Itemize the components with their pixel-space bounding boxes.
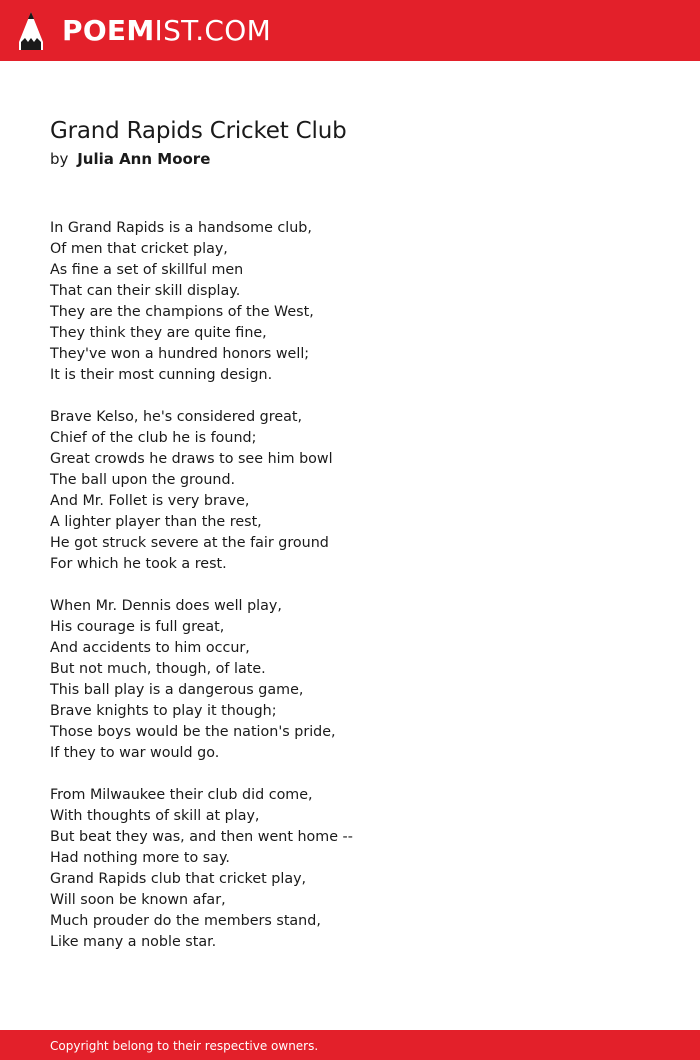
poem-line: They think they are quite fine,: [50, 325, 267, 341]
site-logo-link[interactable]: [18, 10, 271, 52]
poem-line: From Milwaukee their club did come,: [50, 787, 313, 803]
poem-line: And Mr. Follet is very brave,: [50, 493, 250, 509]
stanza-2: [50, 407, 650, 575]
poem-title: Grand Rapids Cricket Club: [50, 118, 347, 144]
site-footer: [0, 1030, 700, 1060]
poem-line: Brave Kelso, he's considered great,: [50, 409, 303, 425]
logo-text-light: IST.COM: [154, 13, 272, 47]
poem-line: If they to war would go.: [50, 745, 220, 761]
stanza-1: [50, 218, 650, 386]
site-header: [0, 0, 700, 61]
stanza-4: [50, 785, 650, 953]
poem-line: A lighter player than the rest,: [50, 514, 262, 530]
poem-line: Brave knights to play it though;: [50, 703, 277, 719]
poem-line: Grand Rapids club that cricket play,: [50, 871, 307, 887]
copyright-notice: Copyright belong to their respective owners.: [50, 1039, 319, 1053]
poem-content: [50, 116, 650, 974]
pencil-tip-icon: [18, 10, 44, 52]
poem-line: This ball play is a dangerous game,: [50, 682, 304, 698]
poem-line: His courage is full great,: [50, 619, 225, 635]
poem-line: In Grand Rapids is a handsome club,: [50, 220, 312, 236]
poem-line: With thoughts of skill at play,: [50, 808, 260, 824]
logo-text-bold: POEM: [62, 13, 155, 47]
poem-line: Those boys would be the nation's pride,: [50, 724, 336, 740]
byline: [50, 149, 650, 169]
poem-line: But beat they was, and then went home --: [50, 829, 353, 845]
poem-line: When Mr. Dennis does well play,: [50, 598, 282, 614]
poem-body: [50, 218, 650, 953]
poem-line: Had nothing more to say.: [50, 850, 230, 866]
poem-line: Like many a noble star.: [50, 934, 217, 950]
poem-line: It is their most cunning design.: [50, 367, 273, 383]
poem-line: Of men that cricket play,: [50, 241, 228, 257]
site-logo-text: [62, 13, 272, 47]
poem-line: But not much, though, of late.: [50, 661, 266, 677]
stanza-3: [50, 596, 650, 764]
poem-line: The ball upon the ground.: [50, 472, 236, 488]
author-name: Julia Ann Moore: [77, 150, 211, 168]
poem-line: For which he took a rest.: [50, 556, 227, 572]
poem-line: Will soon be known afar,: [50, 892, 226, 908]
poem-line: They've won a hundred honors well;: [50, 346, 310, 362]
poem-line: That can their skill display.: [50, 283, 241, 299]
poem-line: Chief of the club he is found;: [50, 430, 257, 446]
poem-line: Great crowds he draws to see him bowl: [50, 451, 333, 467]
poem-line: They are the champions of the West,: [50, 304, 314, 320]
poem-line: And accidents to him occur,: [50, 640, 250, 656]
by-label: by: [50, 150, 69, 168]
poem-line: He got struck severe at the fair ground: [50, 535, 329, 551]
poem-line: Much prouder do the members stand,: [50, 913, 321, 929]
poem-line: As fine a set of skillful men: [50, 262, 244, 278]
